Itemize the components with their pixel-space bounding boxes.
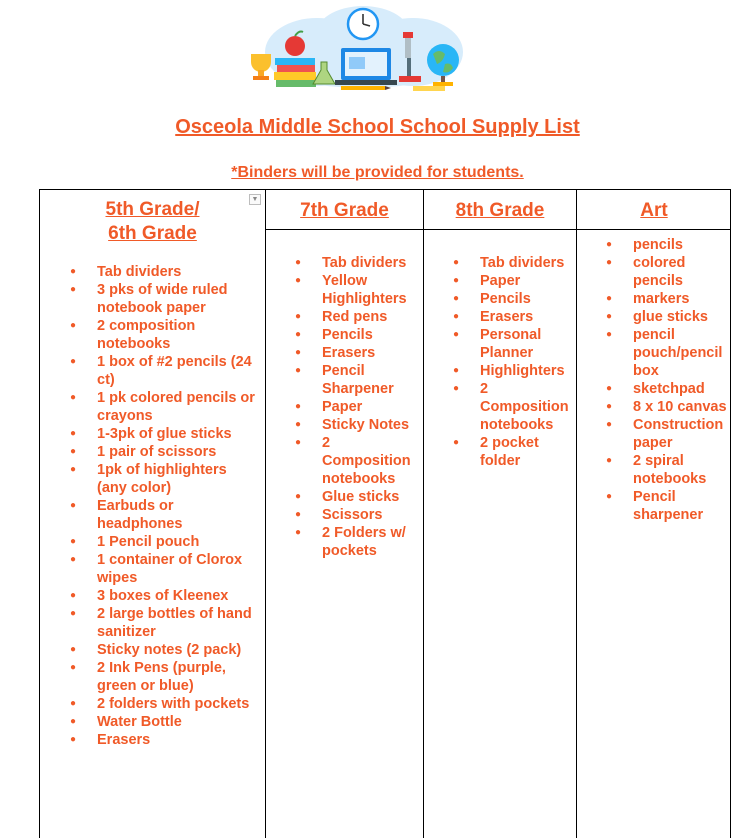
trophy-icon [251, 54, 271, 80]
supply-list-item: ● 2 pocket folder [453, 434, 571, 470]
supply-list-item: ● 2 large bottles of hand sanitizer [70, 605, 260, 641]
supply-list-item: ● 1pk of highlighters (any color) [70, 461, 260, 497]
page-title: Osceola Middle School School Supply List [175, 116, 580, 138]
supply-list-item: ● Tab dividers [453, 254, 571, 272]
supply-list-item: ● 1 Pencil pouch [70, 533, 260, 551]
binders-note: *Binders will be provided for students. [231, 164, 524, 181]
supply-list-item: ● Pencils [295, 326, 419, 344]
supply-list-item: ● 2 Composition notebooks [453, 380, 571, 434]
supply-list-item: ● 8 x 10 canvas [606, 398, 728, 416]
supply-list-item: ● Yellow Highlighters [295, 272, 419, 308]
supply-list-item: ● Red pens [295, 308, 419, 326]
column-divider [265, 190, 266, 838]
clock-icon [348, 9, 378, 39]
supply-list-item: ● Pencils [453, 290, 571, 308]
supply-list-item: ● Sticky notes (2 pack) [70, 641, 260, 659]
supply-list-item: ● 1 pk colored pencils or crayons [70, 389, 260, 425]
supply-list-item: ● Pencil Sharpener [295, 362, 419, 398]
grade-8-supply-list [453, 254, 571, 470]
column-divider [423, 190, 424, 838]
heading-line-1: 5th Grade/ [105, 199, 200, 220]
heading-7th-grade: 7th Grade [300, 200, 389, 221]
heading-8th-grade: 8th Grade [455, 200, 545, 221]
pencil-icon [341, 86, 391, 90]
supply-list-item: ● Tab dividers [295, 254, 419, 272]
supply-list-item: ● 1 pair of scissors [70, 443, 260, 461]
supply-list-item: ● Erasers [295, 344, 419, 362]
supply-list-item: ● Paper [453, 272, 571, 290]
supply-list-item: ● 1-3pk of glue sticks [70, 425, 260, 443]
supply-list-item: ● 2 spiral notebooks [606, 452, 728, 488]
column-divider [576, 190, 577, 838]
supply-list-item: ● Pencil sharpener [606, 488, 728, 524]
supply-list-item: ● 2 folders with pockets [70, 695, 260, 713]
school-supplies-illustration [245, 2, 475, 94]
chevron-down-icon[interactable]: ▼ [249, 194, 261, 205]
supply-list-item: ● sketchpad [606, 380, 728, 398]
grade-7-supply-list [295, 254, 419, 560]
heading-art: Art [640, 200, 668, 221]
supply-list-item: ● Earbuds or headphones [70, 497, 260, 533]
supply-list-item: ● 3 pks of wide ruled notebook paper [70, 281, 260, 317]
books-icon [274, 58, 316, 87]
supply-list-item: ● Sticky Notes [295, 416, 419, 434]
supply-list-item: ● Highlighters [453, 362, 571, 380]
laptop-icon [335, 48, 397, 85]
heading-5th-6th-grade [40, 198, 265, 246]
supply-list-item: ● Erasers [70, 731, 260, 749]
supply-table [39, 189, 731, 838]
header-divider [266, 229, 731, 230]
supply-list-item: ● 2 Ink Pens (purple, green or blue) [70, 659, 260, 695]
supply-list-item: ● Scissors [295, 506, 419, 524]
supply-list-item: ● pencil pouch/pencil box [606, 326, 728, 380]
supply-list-item: ● markers [606, 290, 728, 308]
supply-list-item: ● Erasers [453, 308, 571, 326]
supply-list-item: ● colored pencils [606, 254, 728, 290]
heading-line-2: 6th Grade [108, 223, 197, 244]
supply-list-item: ● pencils [606, 236, 728, 254]
supply-list-item: ● 3 boxes of Kleenex [70, 587, 260, 605]
supply-list-item: ● Water Bottle [70, 713, 260, 731]
supply-list-item: ● Construction paper [606, 416, 728, 452]
supply-list-item: ● 2 Folders w/ pockets [295, 524, 419, 560]
ruler-icon [413, 86, 445, 91]
supply-list-item: ● 1 container of Clorox wipes [70, 551, 260, 587]
supply-list-item: ● Paper [295, 398, 419, 416]
grade-5-6-supply-list [70, 263, 260, 749]
supply-list-item: ● 2 composition notebooks [70, 317, 260, 353]
supply-list-item: ● 1 box of #2 pencils (24 ct) [70, 353, 260, 389]
supply-list-item: ● glue sticks [606, 308, 728, 326]
supply-list-item: ● Personal Planner [453, 326, 571, 362]
supply-list-item: ● Glue sticks [295, 488, 419, 506]
supply-list-item: ● 2 Composition notebooks [295, 434, 419, 488]
art-supply-list [606, 236, 728, 524]
supply-list-item: ● Tab dividers [70, 263, 260, 281]
